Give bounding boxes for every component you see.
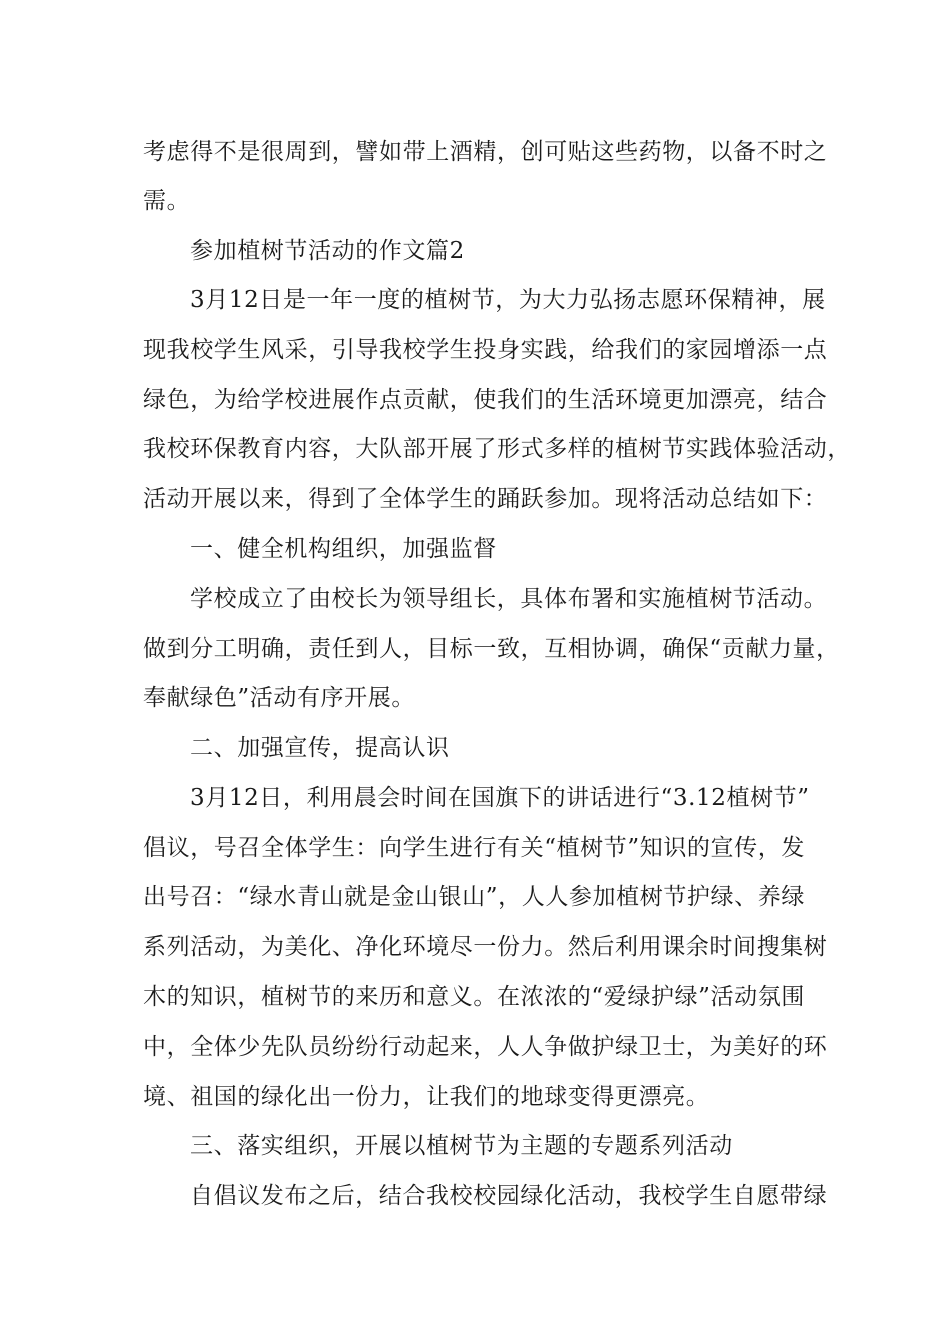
paragraph-line: 做到分工明确，责任到人，目标一致，互相协调，确保“贡献力量， <box>143 636 840 662</box>
paragraph-line: 活动开展以来，得到了全体学生的踊跃参加。现将活动总结如下： <box>143 486 828 512</box>
heading-2: 二、加强宣传，提高认识 <box>190 735 450 761</box>
paragraph-line: 奉献绿色”活动有序开展。 <box>143 685 415 711</box>
paragraph-line: 我校环保教育内容，大队部开展了形式多样的植树节实践体验活动， <box>143 436 851 462</box>
heading-3: 三、落实组织，开展以植树节为主题的专题系列活动 <box>190 1133 733 1159</box>
paragraph-line: 出号召：“绿水青山就是金山银山”，人人参加植树节护绿、养绿 <box>143 884 805 910</box>
paragraph-line: 现我校学生风采，引导我校学生投身实践，给我们的家园增添一点 <box>143 337 828 363</box>
paragraph-line: 绿色，为给学校进展作点贡献，使我们的生活环境更加漂亮，结合 <box>143 387 828 413</box>
paragraph-line: 3月12日，利用晨会时间在国旗下的讲话进行“3.12植树节” <box>190 785 810 811</box>
paragraph-line: 中，全体少先队员纷纷行动起来，人人争做护绿卫士，为美好的环 <box>143 1034 828 1060</box>
paragraph-line: 3月12日是一年一度的植树节，为大力弘扬志愿环保精神，展 <box>190 287 826 313</box>
paragraph-line: 倡议，号召全体学生：向学生进行有关“植树节”知识的宣传，发 <box>143 835 805 861</box>
paragraph-line: 木的知识，植树节的来历和意义。在浓浓的“爱绿护绿”活动氛围 <box>143 984 805 1010</box>
paragraph-line: 境、祖国的绿化出一份力，让我们的地球变得更漂亮。 <box>143 1084 710 1110</box>
paragraph-line: 自倡议发布之后，结合我校校园绿化活动，我校学生自愿带绿 <box>190 1183 828 1209</box>
text-line: 考虑得不是很周到，譬如带上酒精，创可贴这些药物，以备不时之 <box>143 139 828 165</box>
paragraph-line: 系列活动，为美化、净化环境尽一份力。然后利用课余时间搜集树 <box>143 934 828 960</box>
paragraph-line: 学校成立了由校长为领导组长，具体布署和实施植树节活动。 <box>190 586 828 612</box>
heading-1: 一、健全机构组织，加强监督 <box>190 536 497 562</box>
text-line: 需。 <box>143 188 191 214</box>
section-title: 参加植树节活动的作文篇2 <box>190 238 465 264</box>
